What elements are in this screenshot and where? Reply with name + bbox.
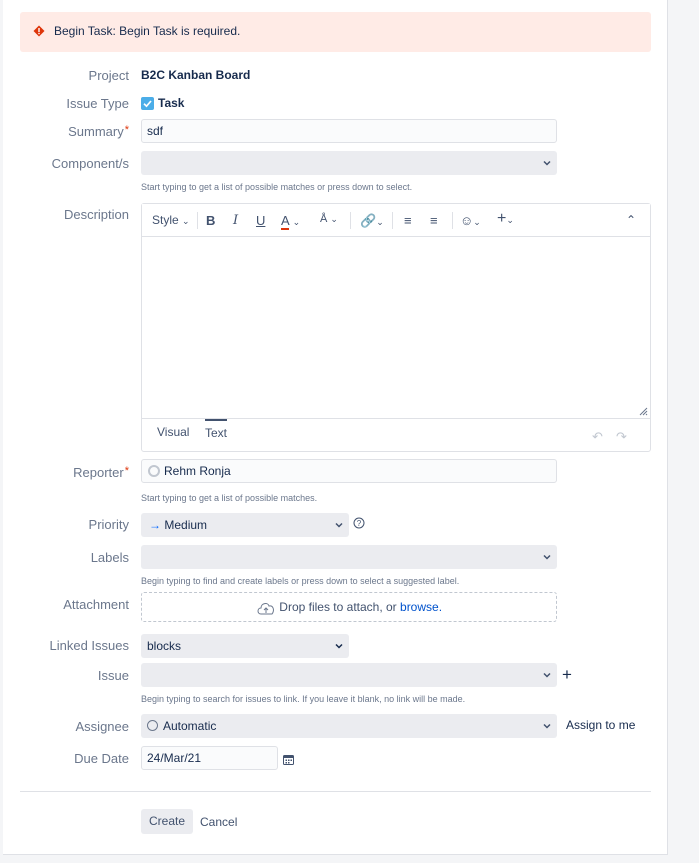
priority-medium-icon: → — [149, 518, 161, 532]
chevron-down-icon — [335, 642, 343, 650]
undo-icon[interactable]: ↶ — [592, 429, 603, 444]
resize-handle-icon[interactable] — [639, 407, 648, 416]
project-value: B2C Kanban Board — [141, 68, 251, 82]
reporter-value: Rehm Ronja — [164, 464, 231, 478]
collapse-toolbar-icon[interactable]: ⌃ — [626, 213, 637, 227]
linked-issues-select[interactable] — [141, 634, 349, 658]
due-date-label: Due Date — [74, 751, 129, 766]
priority-select[interactable] — [141, 513, 349, 537]
issue-type-text: Task — [158, 96, 185, 110]
text-format-icon[interactable]: Å ⌄ — [320, 213, 338, 225]
numbered-list-icon[interactable]: ≡ — [430, 213, 438, 228]
browse-link[interactable]: browse. — [400, 600, 443, 614]
bullet-list-icon[interactable]: ≡ — [404, 213, 412, 228]
calendar-icon[interactable] — [283, 754, 294, 765]
error-message: Begin Task: Begin Task is required. — [54, 24, 241, 38]
editor-footer — [142, 418, 650, 451]
issue-select[interactable] — [141, 663, 557, 687]
chevron-down-icon — [335, 521, 343, 529]
task-checkbox-icon — [141, 97, 154, 110]
style-dropdown[interactable]: Style ⌄ — [152, 213, 190, 227]
svg-text:?: ? — [356, 518, 362, 528]
emoji-icon[interactable]: ☺⌄ — [460, 213, 481, 228]
footer-divider — [20, 791, 651, 792]
attachment-label: Attachment — [63, 597, 129, 612]
due-date-input[interactable]: 24/Mar/21 — [141, 746, 278, 770]
reporter-hint: Start typing to get a list of possible matches. — [141, 493, 318, 503]
cloud-upload-icon — [256, 601, 276, 615]
chevron-down-icon — [543, 722, 551, 730]
assignee-label: Assignee — [75, 719, 129, 734]
summary-input[interactable]: sdf — [141, 119, 557, 143]
labels-select[interactable] — [141, 545, 557, 569]
cancel-button[interactable]: Cancel — [200, 815, 238, 829]
avatar — [148, 465, 160, 477]
insert-more-icon[interactable]: +⌄ — [497, 210, 514, 227]
description-label: Description — [63, 207, 129, 222]
bold-icon[interactable]: B — [206, 213, 216, 228]
editor-toolbar — [142, 204, 650, 237]
linked-issues-value: blocks — [147, 639, 182, 653]
error-banner — [20, 12, 651, 52]
tab-visual[interactable]: Visual — [157, 425, 190, 439]
assign-to-me-link[interactable]: Assign to me — [566, 718, 636, 732]
labels-hint: Begin typing to find and create labels or press down to select a suggested label. — [141, 576, 460, 586]
priority-label: Priority — [88, 517, 129, 532]
italic-icon[interactable]: I — [233, 213, 239, 228]
add-issue-link-icon[interactable]: + — [562, 665, 572, 684]
attachment-drop-text: Drop files to attach, or — [279, 600, 397, 614]
issue-type-value[interactable] — [141, 96, 184, 110]
chevron-down-icon — [543, 553, 551, 561]
chevron-down-icon — [543, 159, 551, 167]
project-label: Project — [88, 68, 129, 83]
attachment-dropzone[interactable] — [141, 592, 557, 622]
help-icon[interactable] — [353, 517, 365, 529]
automatic-assignee-icon — [147, 720, 158, 731]
link-icon[interactable]: 🔗⌄ — [360, 213, 384, 228]
underline-icon[interactable]: U — [256, 213, 266, 228]
components-select[interactable] — [141, 151, 557, 175]
chevron-down-icon — [543, 671, 551, 679]
description-editor — [141, 203, 651, 452]
text-color-icon[interactable]: A ⌄ — [281, 213, 301, 228]
labels-label: Labels — [90, 550, 129, 565]
error-icon — [33, 25, 45, 37]
issue-type-label: Issue Type — [66, 96, 129, 111]
reporter-label: Reporter* — [73, 465, 129, 480]
issue-label: Issue — [97, 668, 129, 683]
components-hint: Start typing to get a list of possible matches or press down to select. — [141, 182, 413, 192]
assignee-select[interactable] — [141, 714, 557, 738]
reporter-input[interactable] — [141, 459, 557, 483]
assignee-value: Automatic — [163, 719, 217, 733]
components-label: Component/s — [51, 156, 129, 171]
issue-hint: Begin typing to search for issues to link. If you leave it blank, no link will be made. — [141, 694, 466, 704]
linked-issues-label: Linked Issues — [49, 638, 129, 653]
tab-text[interactable]: Text — [205, 419, 227, 440]
description-textarea[interactable] — [142, 237, 650, 418]
redo-icon[interactable]: ↷ — [616, 429, 627, 444]
create-button[interactable]: Create — [141, 809, 193, 834]
priority-value: Medium — [164, 518, 208, 532]
summary-label: Summary* — [68, 124, 129, 139]
